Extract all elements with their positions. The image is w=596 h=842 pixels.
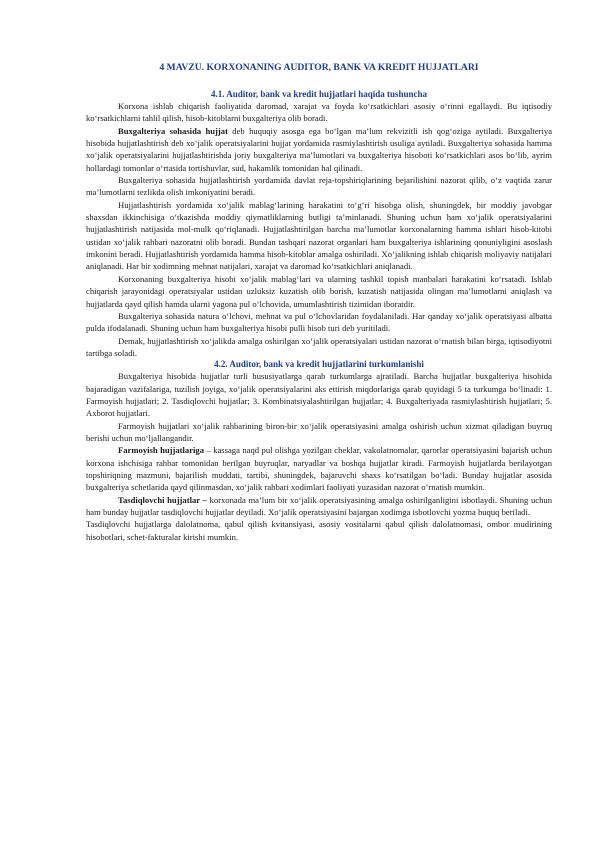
paragraph-text: Buxgalteriya sohasida natura o‘lchovi, mehnat va pul o‘lchovlaridan foydalaniladi. Har qanday xo‘jalik operatsiyasi albatta pulda ifodalanadi. Shuning uchun ham buxgalteriya hisobi pulli hisob turi deb yuritiladi. bbox=[86, 310, 552, 334]
paragraph bbox=[86, 370, 552, 419]
paragraph-text: korxonada ma’lum bir xo‘jalik operatsiyasining amalga oshirilganligini isbotlaydi. Shuning uchun ham bunday hujjatlar tasdiqlovchi hujjatlar deyiladi. Xo‘jalik operatsiyasini bajargan xodimga isbotlovchi yozma huquq beriladi. bbox=[86, 494, 552, 517]
paragraph-closing: Tasdiqlovchi hujjatlarga dalolatnoma, qabul qilish kvitansiyasi, asosiy vositalarni qabul qilish dalolatnomasi, ombor mudirining hisobotlari, schet-fakturalar kirishi mumkin. bbox=[86, 519, 552, 542]
paragraph-text: deb huquqiy asosga ega bo‘lgan ma’lum rekvizitli ish qog‘oziga aytiladi. Buxgalteriya hisobida hujjatlashtirish deb xo‘jalik operatsiyalarini hujjat yordamida rasmiylashtirish usuliga aytiladi. Buxgalteriya sohasida hamma xo‘jalik operatsiyalarini hujjatlashtirishda joriy buxgalteriya ma’lumotlari va buxgalteriya hisoboti ko‘rsatkichlari asos bo‘lib, ayrim hollardagi tomonlar o‘rtasida tortishuvlar, sud, hakamlik tomonidan hal qilinadi. bbox=[86, 125, 553, 173]
chapter-title: 4 MAVZU. KORXONANING AUDITOR, BANK VA KREDIT HUJJATLARI bbox=[159, 62, 479, 73]
paragraph bbox=[86, 420, 552, 445]
paragraph-text: – kassaga naqd pul olishga yozilgan cheklar, vakolatnomalar, qarorlar operatsiyasini bajarish uchun korxona ishchisiga rahbar tomonidan berilgan buyruqlar, naryadlar va boshqa hujjatlar kiradi. Farmoyish hujjatlarda berilayotgan topshiriqning mazmuni, bajarilish muddati, tartibi, shuningdek, bajaruvchi shaxs ko‘rsatilgan bo‘ladi. Bunday hujjatlar asosida buxgalteriya schetlarida qayd qilinmasdan, xo‘jalik rahbari xodimlari faoliyati yuzasidan nazorat o‘rnatish mumkin. bbox=[86, 445, 552, 493]
paragraph-text: Demak, hujjatlashtirish xo‘jalikda amalga oshirilgan xo‘jalik operatsiyalari ustidan nazorat o‘rnatish bilan birga, iqtisodiyotni tartibga soladi. bbox=[86, 335, 552, 358]
paragraph bbox=[86, 100, 552, 125]
paragraph bbox=[86, 444, 552, 493]
paragraph-text: Korxonaning buxgalteriya hisobi xo‘jalik mablag‘lari va ularning tashkil topish manbalari harakatini ko‘rsatadi. Ishlab chiqarish jarayonidagi operatsiyalar ustidan uzluksiz kuzatish olib borish, kuzatish natijasida olingan ma’lumotlarni aniqlash va hujjatlarda qayd qilish hamda ularni yagona pul o‘lchovida, umumlashtirish tizimidan iboratdir. bbox=[86, 273, 552, 309]
section-title-4-2: 4.2. Auditor, bank va kredit hujjatlarini turkumlanishi bbox=[214, 359, 424, 370]
paragraph-text: Farmoyish hujjatlari xo‘jalik rahbarining biron-bir xo‘jalik operatsiyasini amalga oshirish uchun xizmat qiladigan buyruq berishi uchun mo‘ljallangandir. bbox=[86, 420, 552, 443]
paragraph-text: Korxona ishlab chiqarish faoliyatida daromad, xarajat va foyda ko‘rsatkichlari asosiy o‘rinni egallaydi. Bu iqtisodiy ko‘rsatkichlarni tahlil qilish, hisob-kitoblarni buxgalteriya olib boradi. bbox=[86, 101, 552, 124]
paragraph bbox=[86, 273, 552, 310]
paragraph-text: Buxgalteriya hisobida hujjatlar turli hususiyatlarga qarab turkumlarga ajratiladi. Barcha hujjatlar buxgalteriya hisobida bajaradigan vazifalariga, tuzilish joyiga, xo‘jalik operatsiyalarini aks ettirish miqdorlariga qarab quyidagi 5 ta turkumga bo‘linadi: 1. Farmoyish hujjatlari; 2. Tasdiqlovchi hujjatlar; 3. Kombinatsiyalashtirilgan hujjatlar; 4. Buxgalteriyada rasmiylashtirish hujjatlari; 5. Axborot hujjatlari. bbox=[86, 371, 552, 419]
paragraph bbox=[86, 494, 552, 519]
section-title-4-1: 4.1. Auditor, bank va kredit hujjatlari haqida tushuncha bbox=[210, 89, 428, 99]
paragraph-text: Buxgalteriya sohasida hujjatlashtirish yordamida davlat reja-topshiriqlarining bejarilishini nazorat qilib, o‘z vaqtida zarur ma’lumotlarni tezlikda olish imkoniyatini beradi. bbox=[86, 175, 552, 198]
paragraph-lead: Tasdiqlovchi hujjatlar – bbox=[118, 494, 207, 505]
paragraph-lead: Farmoyish hujjatlariga bbox=[118, 445, 204, 456]
paragraph bbox=[86, 125, 552, 174]
paragraph bbox=[86, 199, 552, 273]
paragraph-lead: Buxgalteriya sohasida hujjat bbox=[118, 125, 228, 136]
paragraph bbox=[86, 335, 552, 360]
document-page bbox=[86, 62, 552, 543]
paragraph bbox=[86, 310, 552, 335]
paragraph-text: Hujjatlashtirish yordamida xo‘jalik mablag‘larining harakatini to‘g‘ri hisobga olish, shuningdek, bir moddiy javobgar shaxsdan ikkinchisiga o‘tkazishda moddiy qiymatliklarning butligi ta’minlanadi. Shuning uchun ham xo‘jalik operatsiyalarini hujjatlashtirish natijasida mol-mulk qo‘riqlanadi. Hujjatlashtirilgan barcha ma’lumotlar korxonalarning hamma ishlari hisob-kitobi ustidan xo‘jalik rahbari nazoratni olib boradi. Bundan tashqari nazorat organlari ham buxgalteriya ishlarining qonuniyligini asoslash imkonini beradi. Hujjatlashtirish yordamida hamma hisob-kitoblar amalga oshiriladi. Xo‘jalikning ishlab chiqarish moliyaviy natijalari aniqlanadi. Har bir xodimning mehnat natijalari, xarajat va daromad ko‘rsatkichlari aniqlanadi. bbox=[86, 199, 552, 272]
paragraph bbox=[86, 174, 552, 199]
